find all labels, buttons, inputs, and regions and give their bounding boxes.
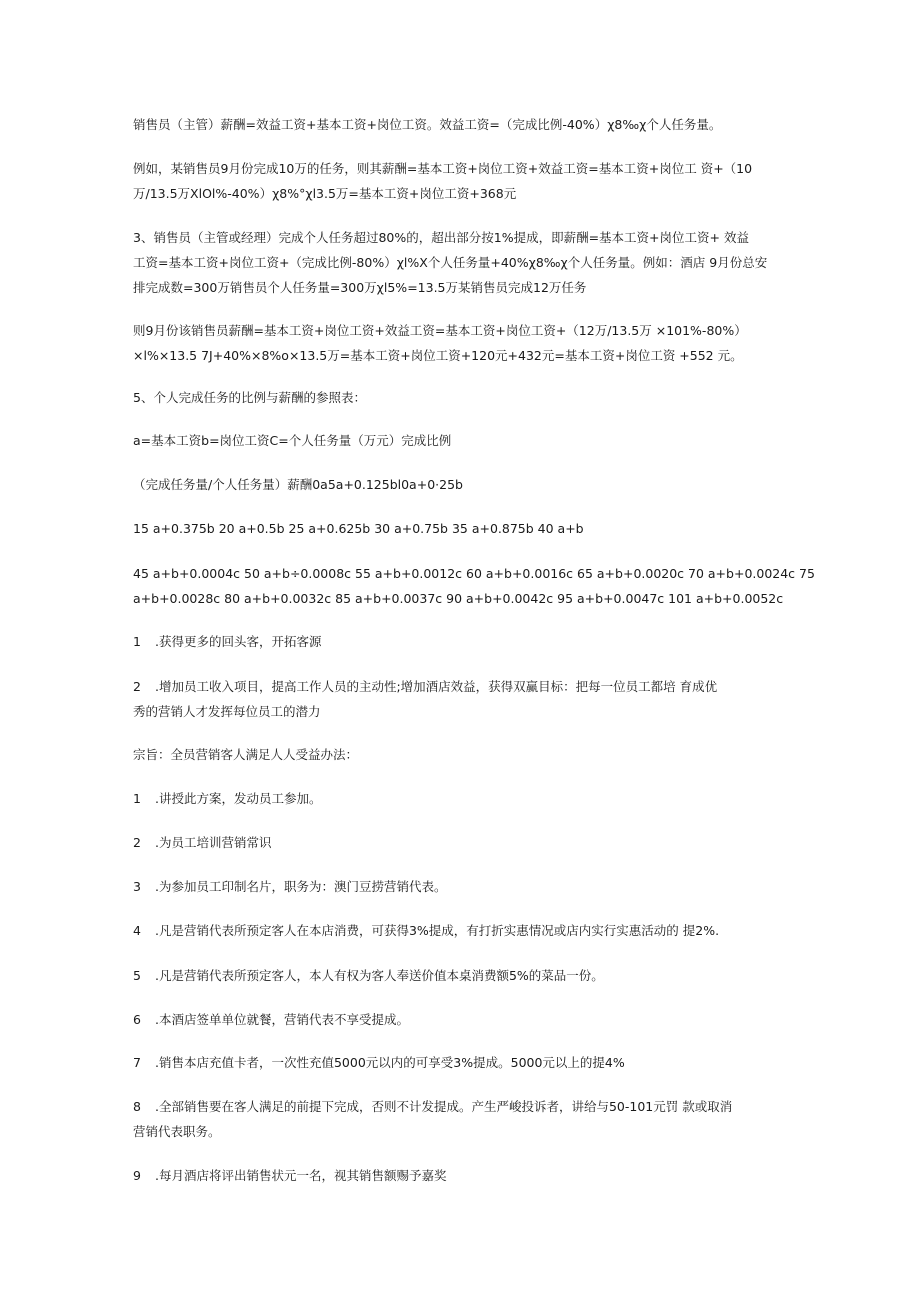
- list-number: 9: [133, 1168, 141, 1183]
- text-line: [133, 1050, 793, 1075]
- line-text: .为员工培训营销常识: [155, 835, 272, 850]
- text-line: [133, 742, 793, 767]
- line-text: a=基本工资b=岗位工资C=个人任务量（万元）完成比例: [133, 433, 452, 448]
- paragraph: [133, 742, 793, 767]
- list-number: 3: [133, 879, 141, 894]
- line-text: 则9月份该销售员薪酬=基本工资+岗位工资+效益工资=基本工资+岗位工资+（12万/13.5万 ×101%-80%）: [133, 323, 747, 338]
- numbered-list-item: [133, 1163, 793, 1188]
- line-text: .每月酒店将评出销售状元一名，视其销售额赐予嘉奖: [155, 1168, 447, 1183]
- list-number: 1: [133, 791, 141, 806]
- text-line: [133, 874, 793, 899]
- numbered-list-item: [133, 830, 793, 855]
- line-text: 宗旨：全员营销客人满足人人受益办法：: [133, 747, 359, 762]
- paragraph: [133, 156, 793, 206]
- text-line: [133, 385, 793, 410]
- text-line: [133, 1119, 793, 1144]
- line-text: 工资=基本工资+岗位工资+（完成比例-80%）χl%X个人任务量+40%χ8‰χ个人任务量。例如：酒店 9月份总安: [133, 255, 768, 270]
- list-number: 6: [133, 1012, 141, 1027]
- list-number: 4: [133, 923, 141, 938]
- line-text: 销售员（主管）薪酬=效益工资+基本工资+岗位工资。效益工资=（完成比例-40%）χ8‰χ个人任务量。: [133, 117, 722, 132]
- text-line: [133, 1007, 793, 1032]
- paragraph: [133, 428, 793, 453]
- line-text: .凡是营销代表所预定客人在本店消费，可获得3%提成，有打折实惠情况或店内实行实惠活动的 提2%.: [155, 923, 720, 938]
- text-line: [133, 428, 793, 453]
- paragraph: [133, 516, 793, 541]
- numbered-list-item: [133, 786, 793, 811]
- line-text: a+b+0.0028c 80 a+b+0.0032c 85 a+b+0.0037c 90 a+b+0.0042c 95 a+b+0.0047c 101 a+b+0.0052c: [133, 591, 784, 606]
- paragraph: [133, 561, 815, 611]
- list-number: 2: [133, 835, 141, 850]
- line-text: 3、销售员（主管或经理）完成个人任务超过80%的，超出部分按1%提成，即薪酬=基本工资+岗位工资+ 效益: [133, 230, 749, 245]
- line-text: 万/13.5万XlOl%-40%）χ8%°χl3.5万=基本工资+岗位工资+368元: [133, 186, 517, 201]
- line-text: .销售本店充值卡者，一次性充值5000元以内的可享受3%提成。5000元以上的提4%: [155, 1055, 625, 1070]
- text-line: [133, 472, 793, 497]
- line-text: 5、个人完成任务的比例与薪酬的参照表：: [133, 390, 366, 405]
- line-text: .凡是营销代表所预定客人，本人有权为客人奉送价值本桌消费额5%的菜品一份。: [155, 968, 604, 983]
- text-line: [133, 112, 793, 137]
- line-text: .增加员工收入项目，提高工作人员的主动性;增加酒店效益，获得双赢目标：把每一位员工都培 育成优: [155, 679, 718, 694]
- text-line: [133, 629, 793, 654]
- line-text: 15 a+0.375b 20 a+0.5b 25 a+0.625b 30 a+0.75b 35 a+0.875b 40 a+b: [133, 521, 584, 536]
- text-line: [133, 918, 793, 943]
- text-line: [133, 1094, 793, 1119]
- line-text: .本酒店签单单位就餐，营销代表不享受提成。: [155, 1012, 409, 1027]
- line-text: 营销代表职务。: [133, 1124, 221, 1139]
- text-line: [133, 586, 793, 611]
- list-number: 7: [133, 1055, 141, 1070]
- text-line: [133, 674, 793, 699]
- text-line: [133, 250, 793, 275]
- line-text: .为参加员工印制名片，职务为：澳门豆捞营销代表。: [155, 879, 447, 894]
- line-text: ×l%×13.5 7J+40%×8%o×13.5万=基本工资+岗位工资+120元+432元=基本工资+岗位工资 +552 元。: [133, 348, 743, 363]
- text-line: [133, 1163, 793, 1188]
- text-line: [133, 275, 793, 300]
- text-line: [133, 830, 793, 855]
- numbered-list-item: [133, 1007, 793, 1032]
- numbered-list-item: [133, 1050, 793, 1075]
- numbered-list-item: [133, 674, 793, 724]
- list-number: 1: [133, 634, 141, 649]
- list-number: 8: [133, 1099, 141, 1114]
- numbered-list-item: [133, 918, 793, 943]
- line-text: （完成任务量/个人任务量）薪酬0a5a+0.125bl0a+0·25b: [133, 477, 463, 492]
- line-text: 例如，某销售员9月份完成10万的任务，则其薪酬=基本工资+岗位工资+效益工资=基本工资+岗位工 资+（10: [133, 161, 753, 176]
- paragraph: [133, 112, 793, 137]
- list-number: 2: [133, 679, 141, 694]
- text-line: [133, 318, 793, 343]
- paragraph: [133, 225, 793, 300]
- line-text: 45 a+b+0.0004c 50 a+b÷0.0008c 55 a+b+0.0012c 60 a+b+0.0016c 65 a+b+0.0020c 70 a+b+0.0024c 75: [133, 566, 815, 581]
- text-line: [133, 963, 793, 988]
- text-line: [133, 156, 793, 181]
- line-text: 排完成数=300万销售员个人任务量=300万χl5%=13.5万某销售员完成12万任务: [133, 280, 587, 295]
- numbered-list-item: [133, 874, 793, 899]
- text-line: [133, 343, 793, 368]
- line-text: .全部销售要在客人满足的前提下完成，否则不计发提成。产生严峻投诉者，讲给与50-101元罚 款或取消: [155, 1099, 733, 1114]
- numbered-list-item: [133, 963, 793, 988]
- paragraph: [133, 318, 793, 368]
- line-text: .讲授此方案，发动员工参加。: [155, 791, 322, 806]
- text-line: [133, 225, 793, 250]
- text-line: [133, 561, 815, 586]
- paragraph: [133, 385, 793, 410]
- text-line: [133, 699, 793, 724]
- paragraph: [133, 472, 793, 497]
- numbered-list-item: [133, 629, 793, 654]
- line-text: .获得更多的回头客，开拓客源: [155, 634, 322, 649]
- text-line: [133, 786, 793, 811]
- text-line: [133, 516, 793, 541]
- list-number: 5: [133, 968, 141, 983]
- numbered-list-item: [133, 1094, 793, 1144]
- text-line: [133, 181, 793, 206]
- line-text: 秀的营销人才发挥每位员工的潜力: [133, 704, 321, 719]
